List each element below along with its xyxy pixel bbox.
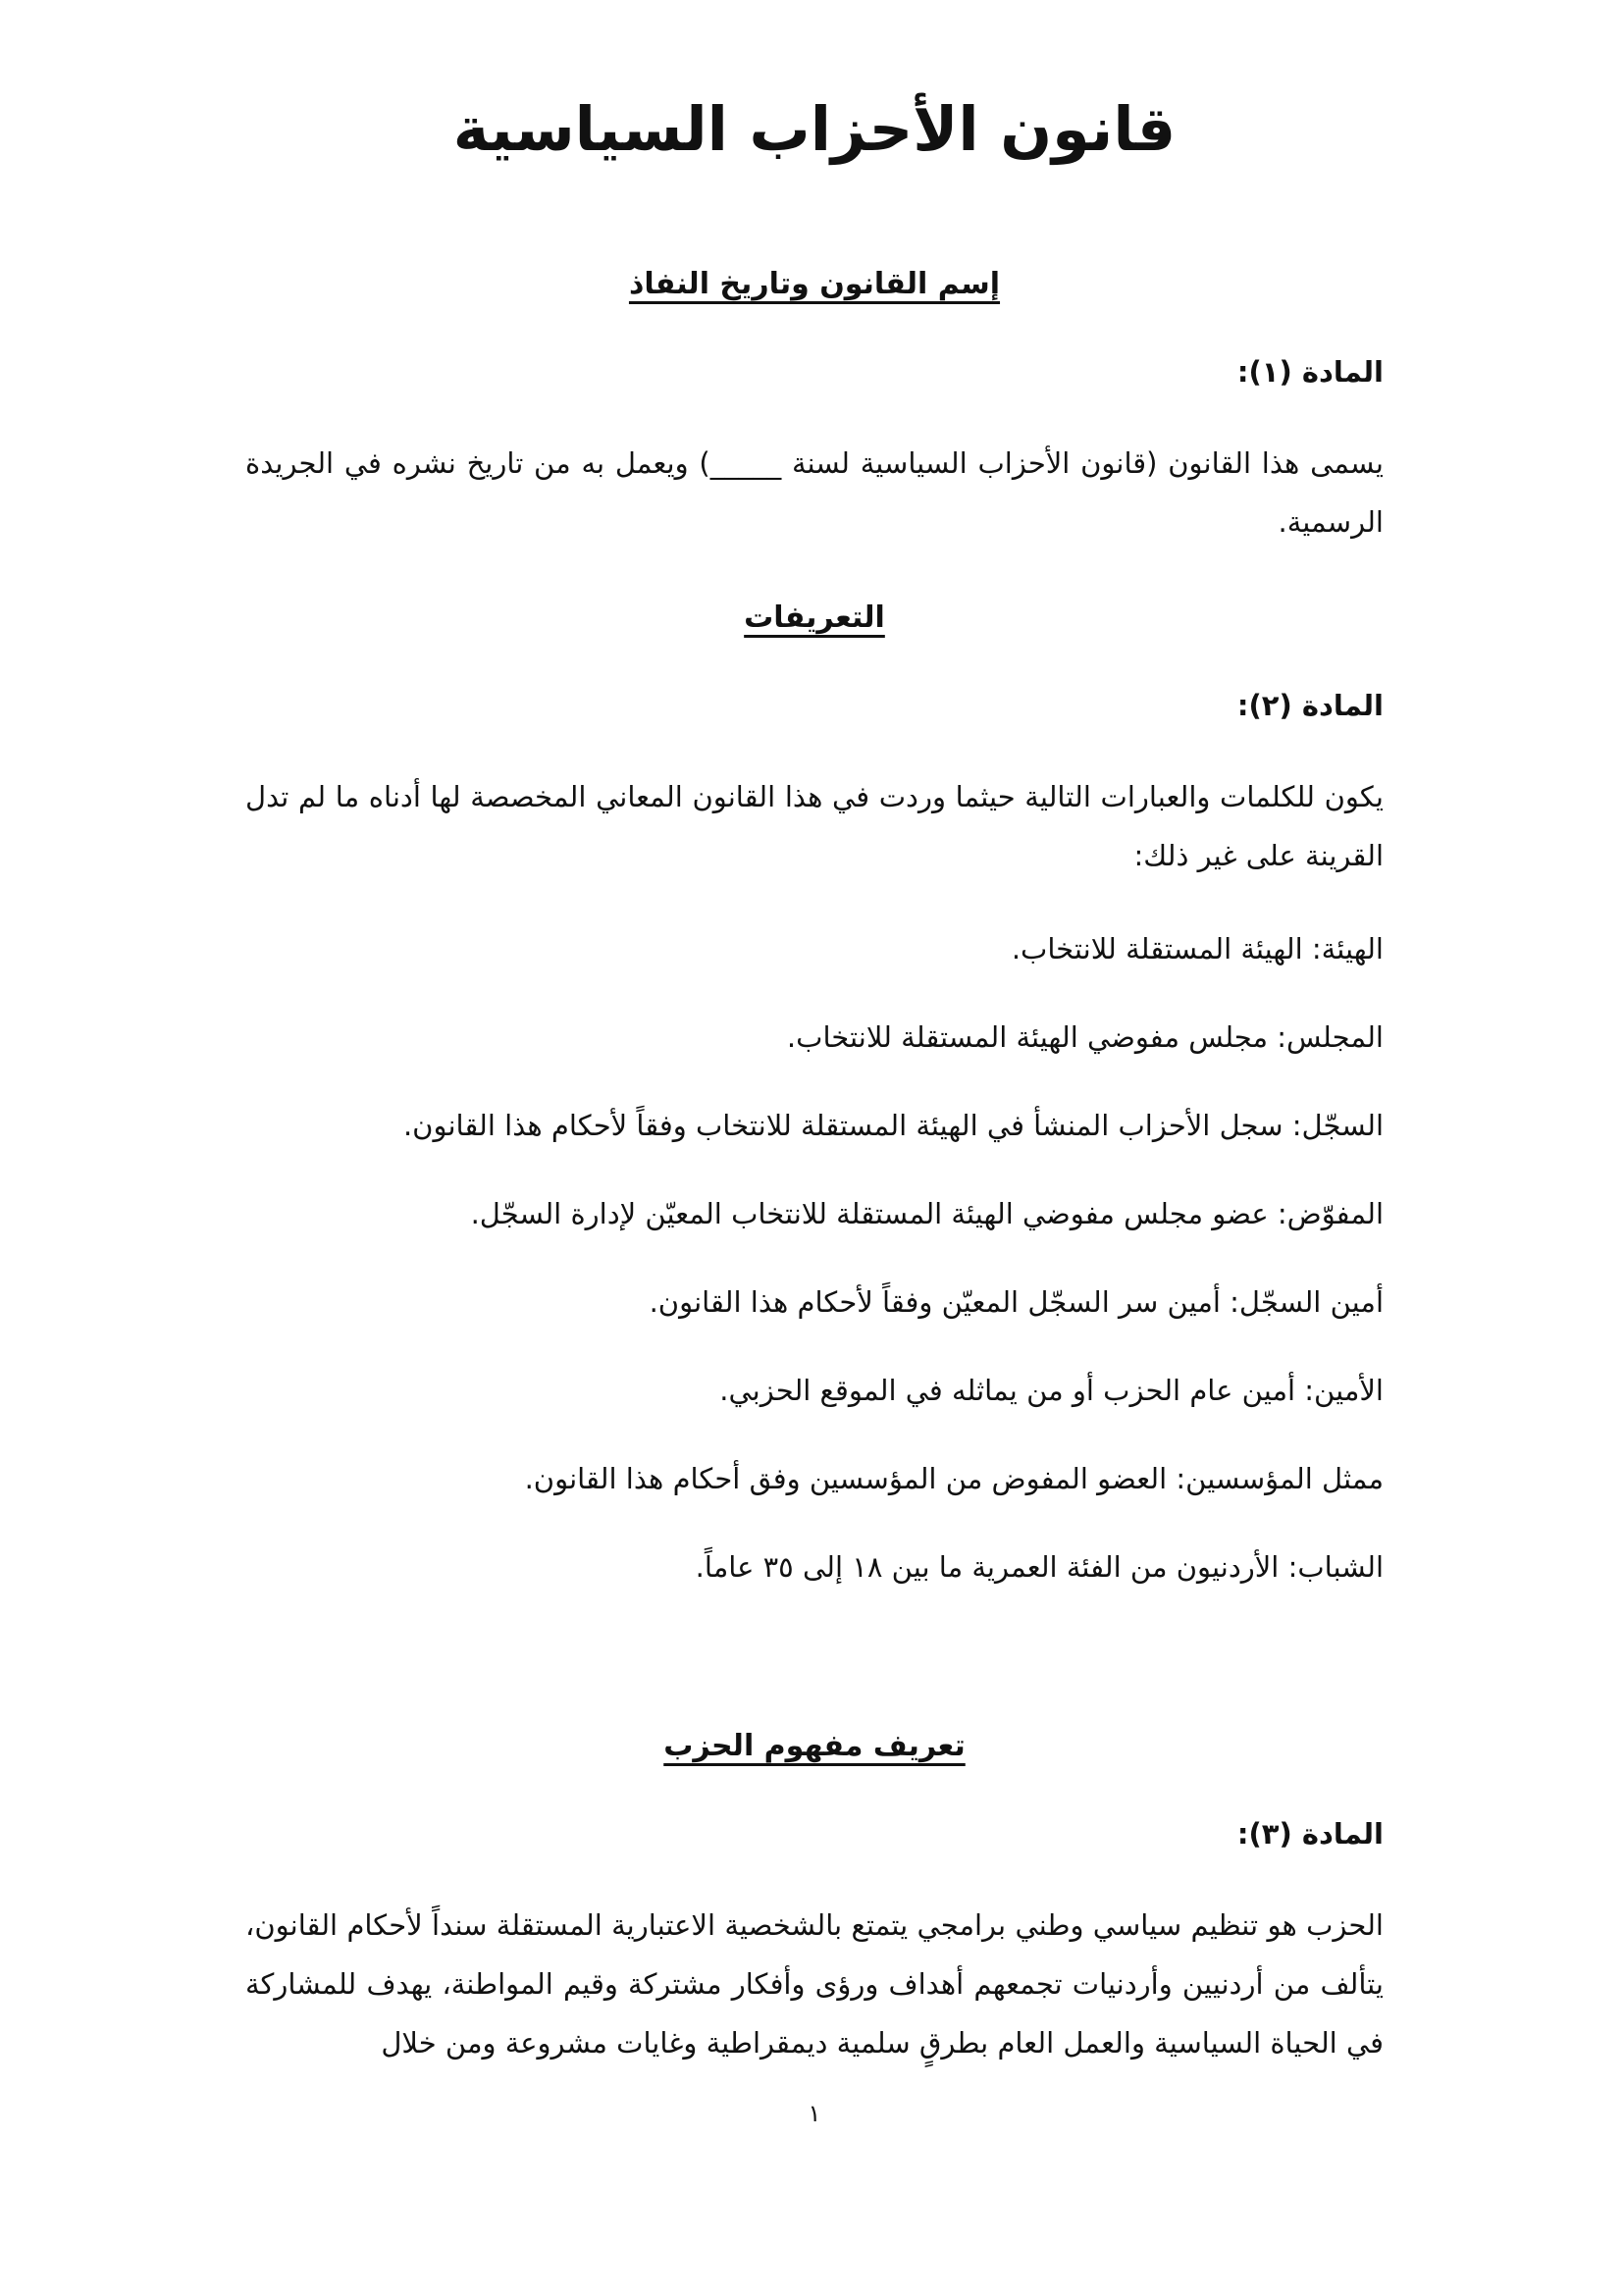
article-1-label: المادة (١): [1236,355,1384,389]
article-1-text: يسمى هذا القانون (قانون الأحزاب السياسية لسنة _____) ويعمل به من تاريخ نشره في الجريدة الرسمية. [245,446,1384,539]
section-heading-definitions: التعريفات [744,600,885,635]
page-number: ١ [808,2100,821,2127]
article-2-label: المادة (٢): [1236,689,1384,722]
document-title: قانون الأحزاب السياسية [452,93,1177,165]
document-page [245,0,1384,2295]
definition-item: الأمين: أمين عام الحزب أو من يماثله في الموقع الحزبي. [719,1374,1384,1407]
definition-item: ممثل المؤسسين: العضو المفوض من المؤسسين وفق أحكام هذا القانون. [524,1462,1384,1495]
definition-item: أمين السجّل: أمين سر السجّل المعيّن وفقاً لأحكام هذا القانون. [649,1285,1384,1319]
section-heading-law-name: إسم القانون وتاريخ النفاذ [628,267,1001,301]
definition-item: المجلس: مجلس مفوضي الهيئة المستقلة للانتخاب. [786,1020,1384,1054]
definition-item: الشباب: الأردنيون من الفئة العمرية ما بين ١٨ إلى ٣٥ عاماً. [695,1550,1384,1584]
definition-item: المفوّض: عضو مجلس مفوضي الهيئة المستقلة للانتخاب المعيّن لإدارة السجّل. [470,1197,1384,1230]
article-2-intro: يكون للكلمات والعبارات التالية حيثما وردت في هذا القانون المعاني المخصصة لها أدناه ما لم تدل القرينة على غير ذلك: [245,780,1384,872]
section-heading-party-concept: تعريف مفهوم الحزب [663,1729,966,1763]
article-3-label: المادة (٣): [1236,1817,1384,1851]
definition-item: الهيئة: الهيئة المستقلة للانتخاب. [1011,932,1384,965]
definition-item: السجّل: سجل الأحزاب المنشأ في الهيئة المستقلة للانتخاب وفقاً لأحكام هذا القانون. [402,1109,1384,1142]
article-3-text: الحزب هو تنظيم سياسي وطني برامجي يتمتع بالشخصية الاعتبارية المستقلة سنداً لأحكام القانون، يتألف من أردنيين وأردنيات تجمعهم أهداف ورؤى وأفكار مشتركة وقيم المواطنة، يهدف للمشاركة في الحياة السياسية والعمل العام بطرقٍ سلمية ديمقراطية وغايات مشروعة ومن خلال [245,1908,1384,2060]
